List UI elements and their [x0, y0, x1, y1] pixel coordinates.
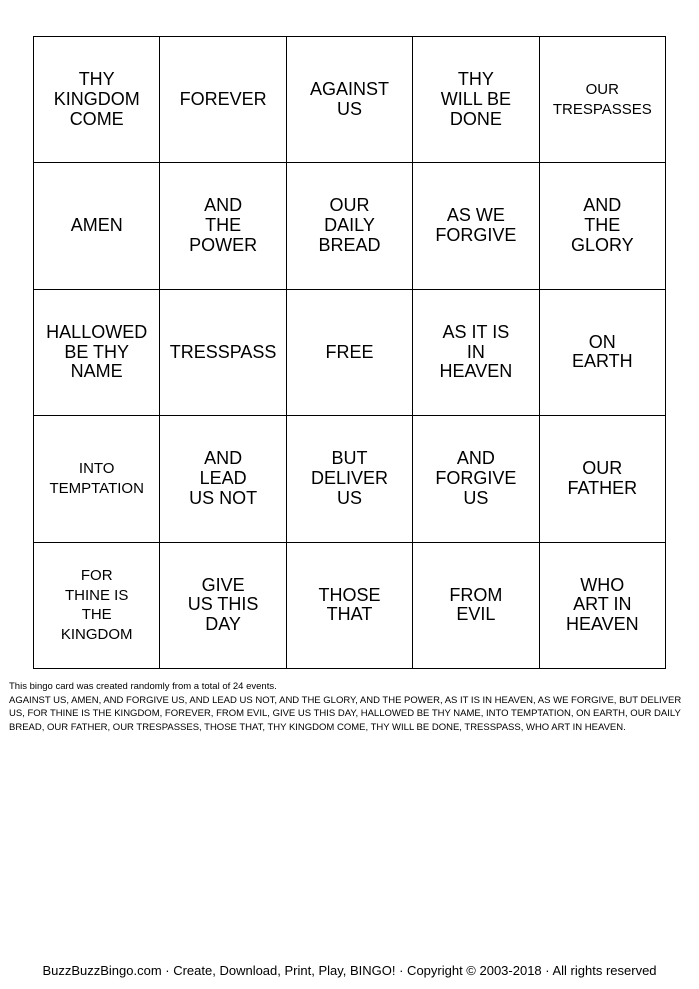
bingo-cell-label: AND LEAD US NOT	[189, 448, 258, 508]
bingo-cell-label: OUR DAILY BREAD	[318, 195, 381, 255]
bingo-cell	[34, 416, 160, 542]
bingo-cell	[413, 37, 539, 163]
bingo-cell-label: AS WE FORGIVE	[435, 205, 517, 246]
bingo-cell-label: AS IT IS IN HEAVEN	[439, 321, 513, 382]
bingo-cell	[540, 37, 666, 163]
bingo-cell-label: FREE	[325, 341, 374, 362]
bingo-cell	[287, 163, 413, 289]
bingo-cell	[540, 290, 666, 416]
bingo-cell	[413, 543, 539, 669]
bingo-cell	[540, 416, 666, 542]
bingo-cell	[287, 37, 413, 163]
page-footer: BuzzBuzzBingo.com · Create, Download, Print, Play, BINGO! · Copyright © 2003-2018 · All rights reserved	[42, 963, 657, 978]
bingo-cell	[287, 290, 413, 416]
card-info-intro: This bingo card was created randomly from a total of 24 events.	[9, 681, 277, 692]
bingo-cell-label: TRESSPASS	[169, 341, 277, 362]
card-info-events-list: AGAINST US, AMEN, AND FORGIVE US, AND LEAD US NOT, AND THE GLORY, AND THE POWER, AS IT IS IN HEAVEN, AS WE FORGIVE, BUT DELIVER US, FOR THINE IS THE KINGDOM, FOREVER, FROM EVIL, GIVE US THIS DAY, HALLOWED BE THY NAME, INTO TEMPTATION, ON EARTH, OUR DAILY BREAD, OUR FATHER, OUR TRESPASSES, THOSE THAT, THY KINGDOM COME, THY WILL BE DONE, TRESSPASS, WHO ART IN HEAVEN.	[9, 694, 682, 733]
bingo-cell-label: GIVE US THIS DAY	[187, 574, 259, 635]
bingo-cell	[160, 416, 286, 542]
bingo-cell	[160, 543, 286, 669]
bingo-cell	[160, 163, 286, 289]
card-info	[9, 680, 689, 734]
bingo-cell	[160, 37, 286, 163]
bingo-cell-label: ON EARTH	[571, 331, 633, 372]
bingo-cell-label: AMEN	[70, 215, 123, 236]
bingo-cell-label: FOREVER	[179, 88, 267, 109]
bingo-cell-label: FROM EVIL	[449, 584, 503, 625]
bingo-cell-label: OUR TRESPASSES	[552, 81, 652, 118]
bingo-cell-label: THY WILL BE DONE	[440, 69, 512, 129]
bingo-cell	[413, 416, 539, 542]
bingo-cell	[160, 290, 286, 416]
bingo-cell	[413, 290, 539, 416]
bingo-cell-label: HALLOWED BE THY NAME	[46, 321, 148, 382]
bingo-cell-label: AGAINST US	[309, 78, 389, 119]
bingo-cell-label: INTO TEMPTATION	[49, 460, 144, 497]
bingo-cell-label: BUT DELIVER US	[310, 448, 388, 508]
bingo-cell	[540, 163, 666, 289]
bingo-cell-label: AND THE POWER	[189, 195, 258, 255]
bingo-cell	[287, 543, 413, 669]
bingo-cell	[34, 37, 160, 163]
bingo-cell	[34, 163, 160, 289]
bingo-cell	[34, 543, 160, 669]
bingo-card-grid	[33, 36, 666, 669]
bingo-cell-label: FOR THINE IS THE KINGDOM	[60, 567, 133, 643]
bingo-cell-label: AND THE GLORY	[570, 195, 634, 255]
bingo-cell-label: AND FORGIVE US	[435, 448, 517, 508]
bingo-cell-label: THY KINGDOM COME	[53, 69, 140, 129]
bingo-cell-label: THOSE THAT	[318, 584, 381, 625]
bingo-cell-label: WHO ART IN HEAVEN	[565, 574, 639, 635]
bingo-cell	[413, 163, 539, 289]
bingo-cell	[34, 290, 160, 416]
bingo-cell	[287, 416, 413, 542]
bingo-cell	[540, 543, 666, 669]
bingo-cell-label: OUR FATHER	[567, 458, 638, 498]
